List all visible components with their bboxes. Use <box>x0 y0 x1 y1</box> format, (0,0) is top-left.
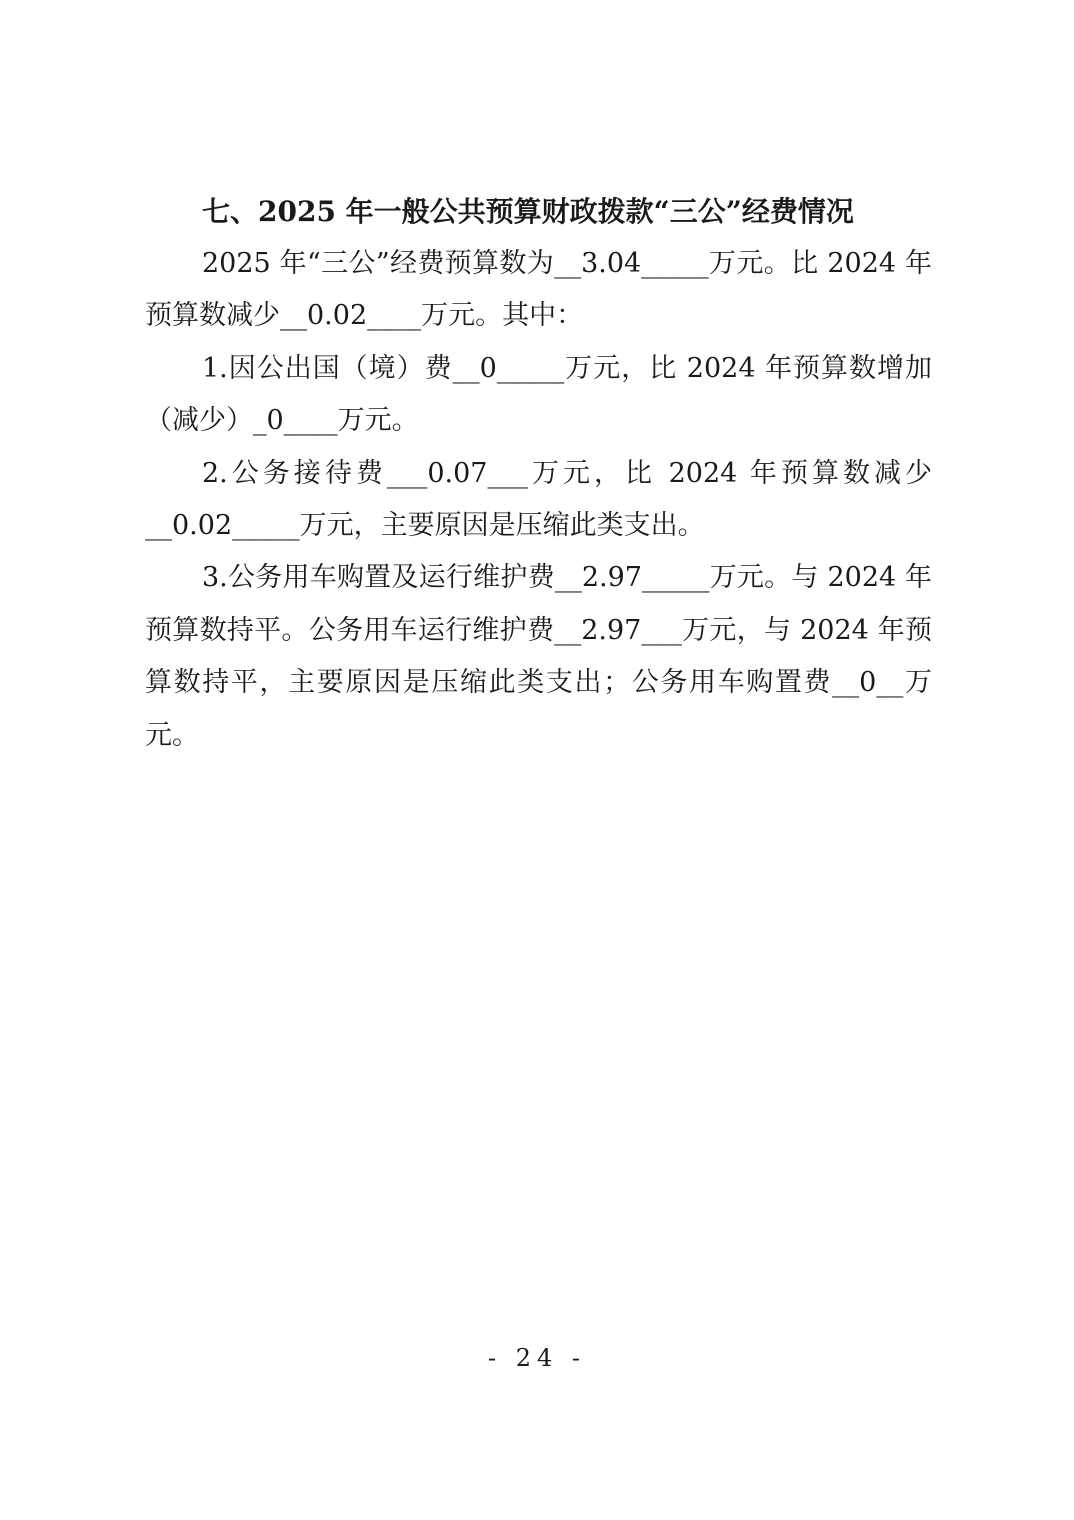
body-text <box>145 238 932 762</box>
page-number: - 24 - <box>487 1344 586 1372</box>
paragraph-reception: 2.公务接待费___0.07___万元，比 2024 年预算数减少__0.02_____万元，主要原因是压缩此类支出。 <box>145 457 932 542</box>
paragraph-total: 2025 年“三公”经费预算数为__3.04_____万元。比 2024 年预算数减少__0.02____万元。其中： <box>145 248 932 332</box>
paragraph-vehicles: 3.公务用车购置及运行维护费__2.97_____万元。与 2024 年预算数持平。公务用车运行维护费__2.97___万元，与 2024 年预算数持平，主要原因是压缩此类支出；公务用车购置费__0__万元。 <box>145 562 932 751</box>
section-heading: 七、2025 年一般公共预算财政拨款“三公”经费情况 <box>202 195 854 228</box>
paragraph-overseas: 1.因公出国（境）费__0_____万元，比 2024 年预算数增加（减少）_0____万元。 <box>145 352 932 437</box>
